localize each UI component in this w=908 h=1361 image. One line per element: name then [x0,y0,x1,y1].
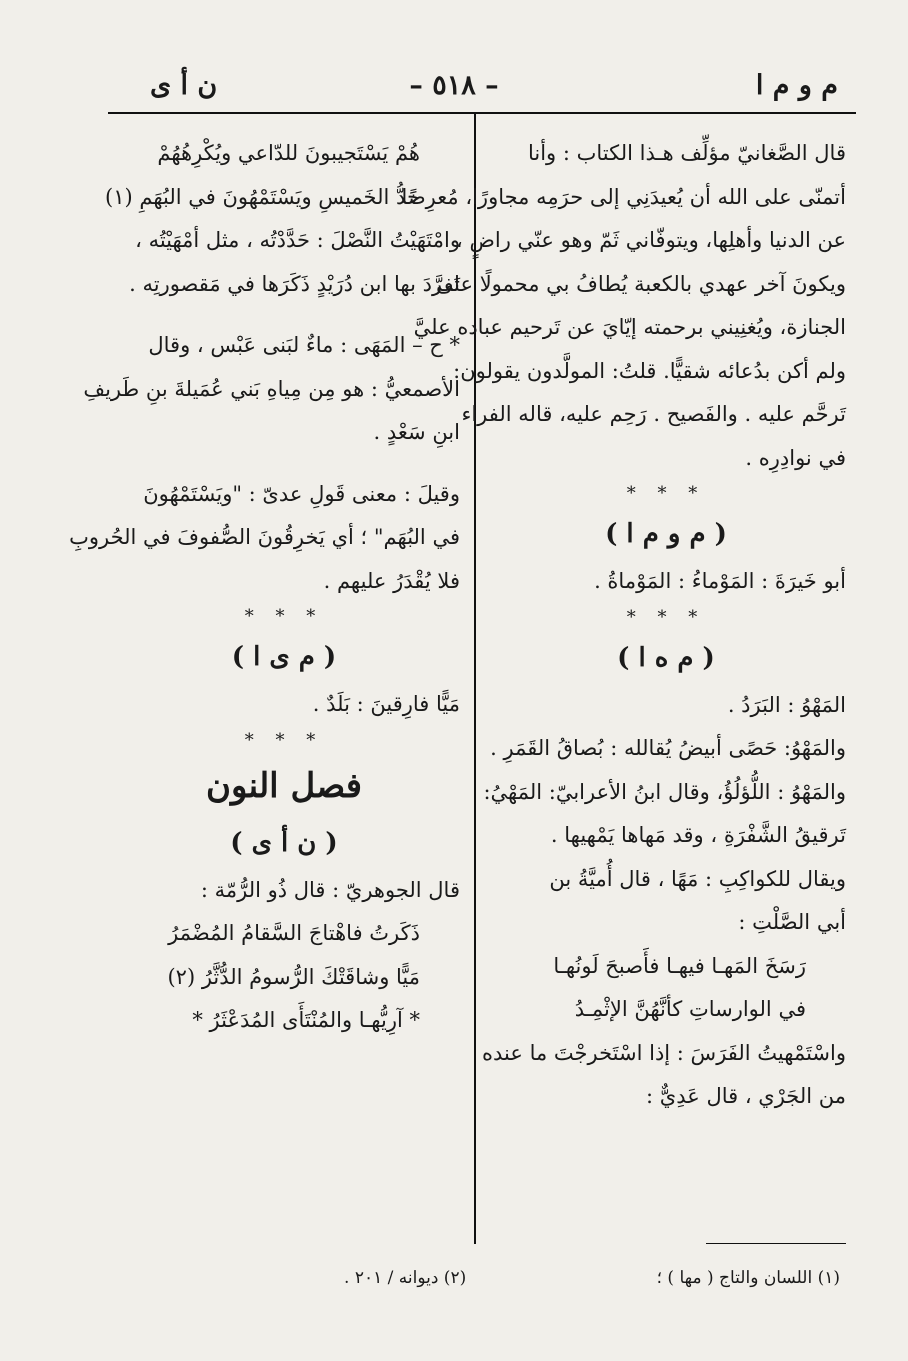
root-heading: ( م ى ا ) [231,642,337,672]
footnote-2: (٢) ديوانه / ٢٠١ . [344,1268,467,1288]
text-line: * ح – المَهَى : ماءٌ لبَنى عَبْس ، وقال [148,333,460,357]
text-line: أتمنّى على الله أن يُعيدَنِي إلى حرَمِه مجاورًا، مُعرِضًا [401,184,846,209]
text-line: والمَهْوُ: حَصًى أبيضُ يُقالله : بُصاقُ القَمَرِ . [490,736,846,760]
verse-line: حَدُّ الخَميسِ ويَسْتَمْهُونَ في البُهَمِ (١) [104,184,420,209]
text-line: ولم أكن بدُعائه شقيًّا. قلتُ: المولَّدون يقولون: [453,358,846,383]
root-heading: ( م و م ا ) [605,519,727,549]
verse-line: ذَكَرتُ فاهْتاجَ السَّقامُ المُضْمَرُ [168,921,420,945]
header-rule [108,112,856,114]
text-line: وقيلَ : معنى قَولِ عدىّ : "ويَسْتَمْهُونَ [143,481,460,506]
text-line: والمَهْوُ : اللُّؤلُؤُ، وقال ابنُ الأعرابيّ: المَهْيُ: [483,779,846,804]
verse-line: في الوارساتِ كأنَّهُنَّ الإثْمِـدُ [574,997,806,1021]
text-line: في البُهَم" ؛ أي يَخرِقُونَ الصُّفوفَ في الحُروبِ [69,525,460,549]
text-line: فلا يُقْدَرُ عليهم . [323,568,460,593]
section-separator: * * * [626,606,706,628]
running-head-root: م و م ا [755,70,838,101]
text-line: تَرقيقُ الشَّفْرَةِ ، وقد مَهاها يَمْهيها . [550,823,846,847]
section-separator: * * * [244,606,324,627]
verse-line: رَسَخَ المَهـا فيهـا فأَصبحَ لَونُهـا [553,953,806,978]
verse-line: * آرِيُّهـا والمُنْتَأَى المُدَعْثَرُ * [192,1008,420,1032]
text-line: الجنازة، ويُغنِيني برحمته إيّايَ عن تَرحيم عباده عليَّ [413,315,846,339]
text-line: قال الصَّغانيّ مؤلِّف هـذا الكتاب : وأنا [527,141,846,165]
section-separator: * * * [244,729,324,751]
text-line: أبو خَيرَةَ : المَوْماءُ : المَوْماةُ . [594,569,846,593]
text-line: ويكونَ آخر عهدي بالكعبة يُطافُ بي محمولًا على [436,271,846,296]
root-heading: ( ن أ ى ) [230,827,338,858]
verse-line: هُمْ يَسْتَجيبونَ للدّاعي ويُكْرِهُهُمْ [157,141,420,165]
footnote-1: (١) اللسان والتاج ( مها ) ؛ [656,1268,840,1288]
text-line: تَفرَّدَ بها ابن دُرَيْدٍ ذَكَرَها في مَقصورتِه . [129,271,460,296]
text-line: أبي الصَّلْتِ : [738,910,846,934]
text-line: ابنِ سَعْدٍ . [373,420,460,444]
text-line: في نوادِرِه . [745,445,846,470]
verse-line: مَيًّا وشاقَتْكَ الرُّسومُ الدُّثَّرُ (٢) [167,964,420,989]
text-line: ويقال للكواكِبِ : مَهًا ، قال أُميَّةُ بن [549,866,846,891]
text-line: المَهْوُ : البَرَدُ . [727,692,846,717]
spacer [108,455,460,473]
text-line: من الجَرْي ، قال عَدِيٌّ : [646,1084,846,1108]
text-line: عن الدنيا وأهلِها، ويتوفّاني ثَمّ وهو عنّي راضٍ ، [456,228,846,252]
page-number: – ٥١٨ – [409,70,499,101]
left-column [69,132,460,1043]
text-line: واسْتَمْهيتُ الفَرَسَ : إذا اسْتَخرجْتَ ما عنده [482,1040,846,1065]
root-heading: ( م ه ا ) [617,642,715,673]
text-line: قال الجوهريّ : قال ذُو الرُّمّة : [200,877,460,902]
footnote-rule [706,1243,846,1244]
text-line: تَرحَّم عليه . والفَصيح . رَحِم عليه، قاله الفراء [461,402,846,426]
running-head-next-root: ن أ ى [150,70,218,101]
text-line: وامْتَهَيْتُ النَّصْلَ : حَدَّدْتُه ، مثل أمْهَيْتُه ، [135,228,460,252]
text-line: الأصمعيُّ : هو مِن مِياهِ بَني عُمَيلةَ بنِ طَريفِ [83,376,460,401]
spacer [108,306,460,324]
section-separator: * * * [626,483,706,504]
text-line: مَيًّا فارِقينَ : بَلَدٌ . [312,692,460,716]
chapter-heading: فصل النون [206,765,362,806]
